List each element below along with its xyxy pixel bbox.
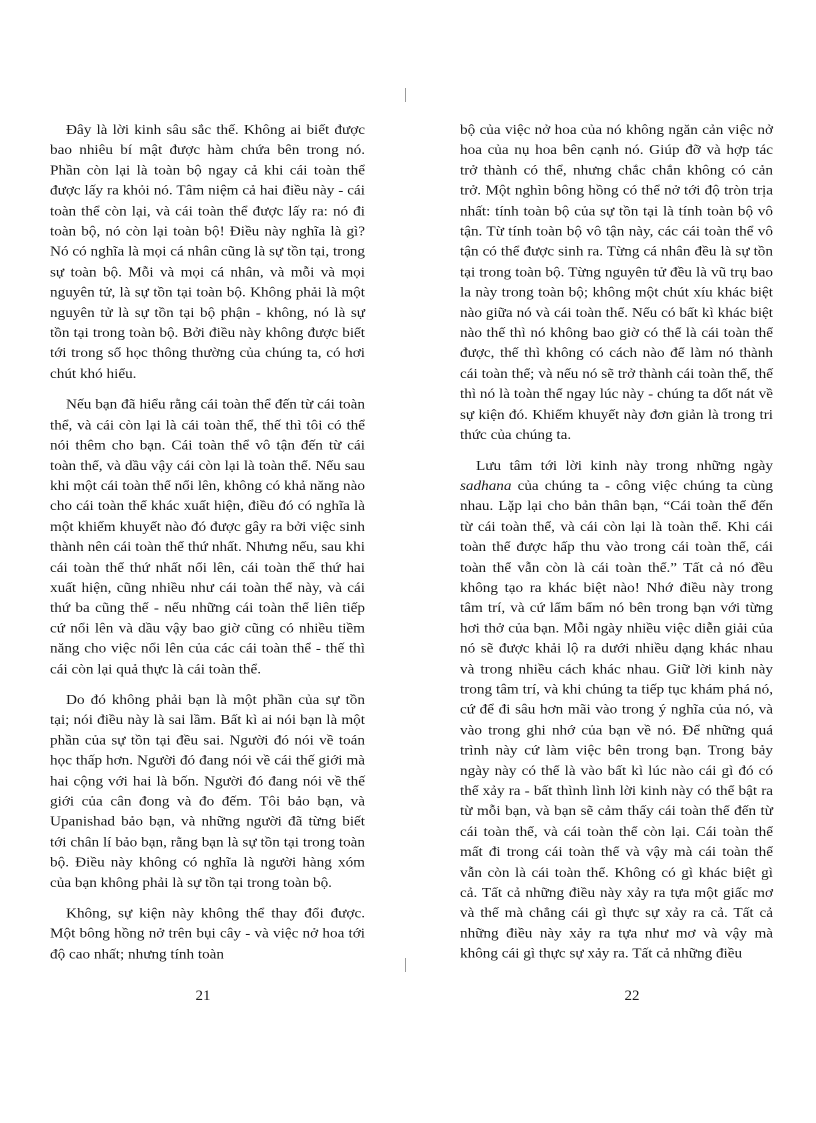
text-run: Lưu tâm tới lời kinh này trong những ngày bbox=[476, 458, 773, 474]
gutter-mark-bottom bbox=[405, 958, 406, 972]
left-text-column bbox=[50, 120, 365, 975]
sanskrit-term: sadhana bbox=[460, 478, 512, 494]
right-text-column bbox=[460, 120, 773, 975]
page-number-right: 22 bbox=[624, 988, 640, 1004]
paragraph bbox=[460, 456, 773, 964]
paragraph: Không, sự kiện này không thể thay đổi được. Một bông hồng nở trên bụi cây - và việc nở hoa tới độ cao nhất; nhưng tính toàn bbox=[50, 906, 365, 962]
gutter-mark-top bbox=[405, 88, 406, 102]
text-run: của chúng ta - công việc chúng ta cùng nhau. Lặp lại cho bản thân bạn, “Cái toàn thể đến từ cái toàn thể, và cái còn lại là toàn thể. Khi cái toàn thể được hấp thu vào trong cái toàn thể, cái toàn thể vẫn còn là cái toàn thể.” Tất cả nó đều không tạo ra khác biệt nào! Nhớ điều này trong tâm trí, và cứ lẩm bẩm nó bên trong bạn với từng hơi thở của bạn. Mỗi ngày nhiều việc diễn giải của nó sẽ được khải lộ ra dưới nhiều dạng khác nhau và trong nhiều cách khác nhau. Giữ lời kinh này trong tâm trí, và khi chúng ta tiếp tục khám phá nó, cứ để đi sâu hơn mãi vào trong ý nghĩa của nó, và vào trong ghi nhớ của bạn về nó. Để những quá trình này cứ làm việc bên trong bạn. Trong bảy ngày này có thể là vào bất kì lúc nào cái gì đó có thể xảy ra - bất thình lình lời kinh này có thể bật ra từ mỗi bạn, và bạn sẽ cảm thấy cái toàn thể đến từ cái toàn thể, và cái toàn thể còn lại. Cái toàn thể mất đi trong cái toàn thể và vậy mà cái toàn thể vẫn còn là cái toàn thể. Không có gì khác biệt gì cả. Tất cả những điều này xảy ra tựa một giấc mơ và thế mà chẳng cái gì thực sự xảy ra cả. Tất cả những điều này xảy ra tựa như mơ và vậy mà không cái gì thực sự xảy ra. Tất cả những điều bbox=[460, 478, 773, 962]
paragraph: Do đó không phải bạn là một phần của sự tồn tại; nói điều này là sai lầm. Bất kì ai nói bạn là một phần của sự tồn tại đều sai. Người đó nói về toán học thấp hơn. Người đó đang nói về cái thế giới mà hai cộng với hai là bốn. Người đó đang nói về thế giới của cân đong và đo đếm. Tôi bảo bạn, và Upanishad bảo bạn, và những người đã từng biết tới chân lí bảo bạn, rằng bạn là sự tồn tại trong toàn bộ. Điều này không có nghĩa là người hàng xóm của bạn không phải là sự tồn tại trong toàn bộ. bbox=[50, 692, 365, 891]
right-page bbox=[408, 0, 816, 1123]
paragraph: Nếu bạn đã hiểu rằng cái toàn thể đến từ cái toàn thể, và cái còn lại là cái toàn thể, thế thì tôi có thể nói thêm cho bạn. Cái toàn thể vô tận đến từ cái toàn thể, và dầu vậy cái còn lại là toàn thể. Nếu sau khi một cái toàn thể nổi lên, không có khả năng nào cho cái toàn thể khác xuất hiện, điều đó có nghĩa là một khiếm khuyết nào đó được gây ra bởi việc sinh thành nên cái toàn thể thứ nhất. Nhưng nếu, sau khi cái toàn thể thứ nhất nổi lên, cái toàn thể thứ hai xuất hiện, cũng nhiều như cái toàn thể này, và cái thứ ba cũng thế - nếu những cái toàn thể liên tiếp cứ nổi lên và dầu vậy bao giờ cũng có nhiều tiềm năng cho việc nổi lên của các cái toàn thể - thế thì cái còn lại quả thực là cái toàn thể. bbox=[50, 397, 365, 677]
paragraph-continued: bộ của việc nở hoa của nó không ngăn cản việc nở hoa của nụ hoa bên cạnh nó. Giúp đỡ và hợp tác trở thành có thể, nhưng chắc chắn không có cản trở. Một nghìn bông hồng có thể nở tới độ tròn trịa nhất: tính toàn bộ của sự tồn tại là tính toàn bộ vô tận. Từ tính toàn bộ vô tận này, các cái toàn thể vô tận có thể được sinh ra. Từng cá nhân đều là sự tồn tại trong toàn bộ. Từng nguyên tử đều là vũ trụ bao la này trong toàn bộ; không một chút xíu khác biệt nào giữa nó và cái toàn thể. Nếu có bất kì khác biệt nào thế thì nó không bao giờ có thể là cái toàn thể được, thế thì không có cách nào để làm nó thành cái toàn thể; và nếu nó sẽ trở thành cái toàn thể, thế thì nó là toàn thể ngay lúc này - chúng ta dốt nát về sự kiện đó. Khiếm khuyết này đơn giản là trong tri thức của chúng ta. bbox=[460, 122, 773, 443]
page-number-left: 21 bbox=[195, 988, 211, 1004]
paragraph: Đây là lời kinh sâu sắc thế. Không ai biết được bao nhiêu bí mật được hàm chứa bên trong nó. Phần còn lại là toàn bộ ngay cả khi cái toàn thể được lấy ra khỏi nó. Tâm niệm cả hai điều này - cái toàn thể còn lại, và cái toàn thể được lấy ra: nó đi toàn bộ, nó còn lại toàn bộ! Điều này nghĩa là gì? Nó có nghĩa là mọi cá nhân cũng là sự tồn tại, trong sự toàn bộ. Mỗi và mọi cá nhân, và mỗi và mọi nguyên tử, là sự tồn tại toàn bộ. Không phải là một nguyên tử là sự tồn tại bộ phận - không, nó là sự tồn tại trong toàn bộ. Bởi điều này không được biết tới trong số học thông thường của chúng ta, có hơi chút khó hiểu. bbox=[50, 122, 365, 382]
